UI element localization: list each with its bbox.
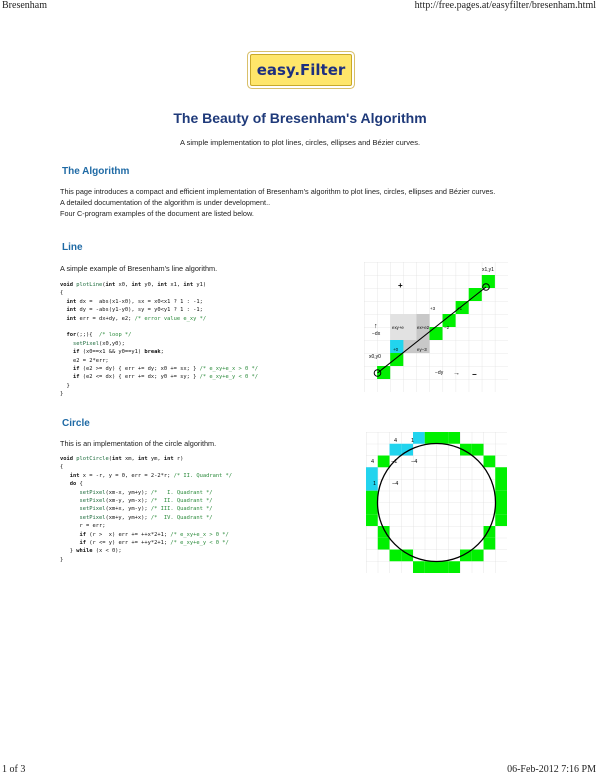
circle-diagram bbox=[366, 432, 507, 573]
circle-pixel bbox=[448, 432, 460, 444]
circle-pixel bbox=[366, 514, 378, 526]
circle-pixel bbox=[495, 503, 507, 515]
circle-label-1b: 1 bbox=[373, 481, 377, 487]
circle-pixel bbox=[366, 503, 378, 515]
circle-label-m4b: −4 bbox=[392, 481, 399, 487]
label-right-arrow: → bbox=[453, 370, 460, 377]
circle-heading: Circle bbox=[62, 418, 90, 429]
circle-pixel bbox=[437, 432, 449, 444]
label-n2: −2 bbox=[444, 325, 450, 330]
circle-pixel bbox=[366, 491, 378, 503]
label-n3: +3 bbox=[430, 306, 436, 311]
label-plus: + bbox=[398, 281, 403, 290]
intro-line-3: Four C-program examples of the document are listed below. bbox=[60, 209, 254, 218]
pixel bbox=[390, 353, 403, 366]
circle-pixel bbox=[495, 467, 507, 479]
page-subtitle: A simple implementation to plot lines, circles, ellipses and Bézier curves. bbox=[179, 138, 421, 147]
label-p1: x1,y1 bbox=[482, 267, 494, 273]
circle-pixel bbox=[413, 561, 425, 573]
circle-pixel bbox=[378, 538, 390, 550]
intro-line-1: This page introduces a compact and efficient implementation of Bresenham's algorithm to plot lines, circles, ellipses and Bézier curves. bbox=[60, 187, 496, 196]
intro-line-2: A detailed documentation of the algorithm is under development.. bbox=[60, 198, 271, 207]
label-zero: +0 bbox=[393, 347, 399, 352]
label-up-arrow: ↑ bbox=[374, 323, 378, 330]
circle-code-block bbox=[60, 455, 232, 564]
circle-pixel bbox=[366, 467, 378, 479]
circle-label-4: 4 bbox=[394, 438, 398, 444]
pixel bbox=[482, 275, 495, 288]
circle-label-m1: −1 bbox=[391, 459, 398, 465]
page-header-title: Bresenham bbox=[2, 0, 47, 11]
page-header-url[interactable]: http://free.pages.at/easyfilter/bresenham.html bbox=[414, 0, 596, 11]
circle-pixel bbox=[378, 456, 390, 468]
line-caption: A simple example of Bresenham's line algorithm. bbox=[60, 264, 218, 273]
line-code-block bbox=[60, 281, 258, 399]
circle-pixel bbox=[425, 432, 437, 444]
circle-pixel bbox=[413, 432, 425, 444]
circle-pixel bbox=[495, 479, 507, 491]
page-footer-date: 06-Feb-2012 7:16 PM bbox=[507, 764, 596, 775]
circle-caption: This is an implementation of the circle algorithm. bbox=[60, 439, 217, 448]
algorithm-heading: The Algorithm bbox=[62, 166, 130, 177]
circle-code: void plotCircle(int xm, int ym, int r) { int x = -r, y = 0, err = 2-2*r; /* II. Quadrant */ do { setPixel(xm-x, ym+y); /* I. Quadrant */ setPixel(xm-y, ym-x); /* II. Quadrant */ setPixel(xm+x, ym-y); /* III. Quadrant */ setPixel(xm+y, ym+x); /* IV. Quadrant */ r = err; if (r > x) err += ++x*2+1; /* e_xy+e_x > 0 */ if (r <= y) err += ++y*2+1; /* e_xy+e_y < 0 */ } while (x < 0); } bbox=[60, 456, 233, 563]
circle-pixel bbox=[472, 550, 484, 562]
pixel bbox=[429, 327, 442, 340]
circle-label-m4: −4 bbox=[411, 459, 418, 465]
circle-pixel bbox=[484, 456, 496, 468]
circle-pixel bbox=[495, 491, 507, 503]
page-footer-count: 1 of 3 bbox=[2, 764, 26, 775]
line-diagram bbox=[364, 262, 508, 392]
circle-label-1: 1 bbox=[411, 438, 415, 444]
circle-pixel bbox=[425, 561, 437, 573]
label-ex: ex+e2 bbox=[417, 325, 430, 330]
circle-pixel bbox=[390, 550, 402, 562]
circle-pixel bbox=[437, 561, 449, 573]
label-exy: exy+e bbox=[392, 325, 404, 330]
circle-grid bbox=[366, 432, 507, 573]
circle-pixel bbox=[448, 561, 460, 573]
circle-pixel bbox=[495, 514, 507, 526]
label-dy: −dy bbox=[435, 370, 444, 376]
algorithm-intro bbox=[60, 186, 540, 219]
easyfilter-logo[interactable]: easy.Filter bbox=[250, 54, 352, 86]
circle-label-4b: 4 bbox=[371, 459, 375, 465]
label-ey: ey−3 bbox=[417, 347, 427, 352]
label-p0: x0,y0 bbox=[369, 354, 381, 360]
circle-pixel bbox=[390, 444, 402, 456]
circle-pixel bbox=[472, 444, 484, 456]
line-code: void plotLine(int x0, int y0, int x1, int y1) { int dx = abs(x1-x0), sx = x0<x1 ? 1 : -1; int dy = -abs(y1-y0), sy = y0<y1 ? 1 : -1; int err = dx+dy, e2; /* error value e_xy */ for(;;){ /* loop */ setPixel(x0,y0); if (x0==x1 && y0==y1) break; e2 = 2*err; if (e2 >= dy) { err += dy; x0 += sx; } /* e_xy+e_x > 0 */ if (e2 <= dx) { err += dx; y0 += sy; } /* e_xy+e_y < 0 */ } } bbox=[60, 282, 258, 398]
label-dx: −dx bbox=[372, 331, 381, 337]
circle-pixel bbox=[484, 538, 496, 550]
label-minus: − bbox=[472, 370, 477, 379]
page-title: The Beauty of Bresenham's Algorithm bbox=[173, 110, 427, 126]
line-heading: Line bbox=[62, 242, 83, 253]
label-n1: +1 bbox=[457, 306, 463, 311]
